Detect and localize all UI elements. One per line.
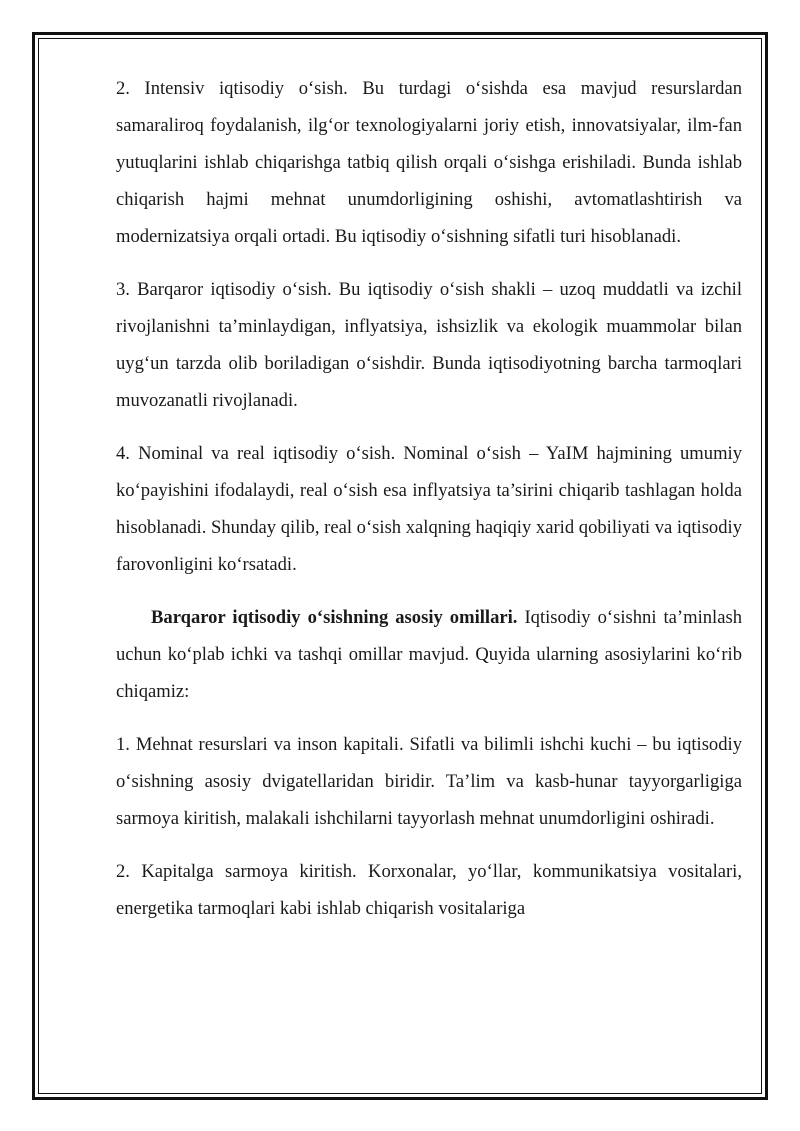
section-intro-text: Iqtisodiy o‘sishni ta’minlash uchun ko‘plab ichki va tashqi omillar mavjud. Quyida ularning asosiylarini ko‘rib chiqamiz: xyxy=(116,607,742,702)
section-heading: Barqaror iqtisodiy o‘sishning asosiy omillari. xyxy=(151,607,518,628)
document-body xyxy=(116,70,742,943)
paragraph-intensive-growth: 2. Intensiv iqtisodiy o‘sish. Bu turdagi o‘sishda esa mavjud resurslardan samaraliroq foydalanish, ilg‘or texnologiyalarni joriy etish, innovatsiyalar, ilm-fan yutuqlarini ishlab chiqarishga tatbiq qilish orqali o‘sishga erishiladi. Bunda ishlab chiqarish hajmi mehnat unumdorligining oshishi, avtomatlashtirish va modernizatsiya orqali ortadi. Bu iqtisodiy o‘sishning sifatli turi hisoblanadi. xyxy=(116,78,742,247)
paragraph-human-capital: 1. Mehnat resurslari va inson kapitali. Sifatli va bilimli ishchi kuchi – bu iqtisodiy o‘sishning asosiy dvigatellaridan biridir. Ta’lim va kasb-hunar tayyorgarligiga sarmoya kiritish, malakali ishchilarni tayyorlash mehnat unumdorligini oshiradi. xyxy=(116,734,742,829)
paragraph-capital-investment: 2. Kapitalga sarmoya kiritish. Korxonalar, yo‘llar, kommunikatsiya vositalari, energetika tarmoqlari kabi ishlab chiqarish vositalariga xyxy=(116,861,742,919)
paragraph-nominal-real-growth: 4. Nominal va real iqtisodiy o‘sish. Nominal o‘sish – YaIM hajmining umumiy ko‘payishini ifodalaydi, real o‘sish esa inflyatsiya ta’sirini chiqarib tashlagan holda hisoblanadi. Shunday qilib, real o‘sish xalqning haqiqiy xarid qobiliyati va iqtisodiy farovonligini ko‘rsatadi. xyxy=(116,443,742,575)
paragraph-sustainable-growth: 3. Barqaror iqtisodiy o‘sish. Bu iqtisodiy o‘sish shakli – uzoq muddatli va izchil rivojlanishni ta’minlaydigan, inflyatsiya, ishsizlik va ekologik muammolar bilan uyg‘un tarzda olib boriladigan o‘sishdir. Bunda iqtisodiyotning barcha tarmoqlari muvozanatli rivojlanadi. xyxy=(116,279,742,411)
paragraph-main-factors xyxy=(116,599,742,710)
